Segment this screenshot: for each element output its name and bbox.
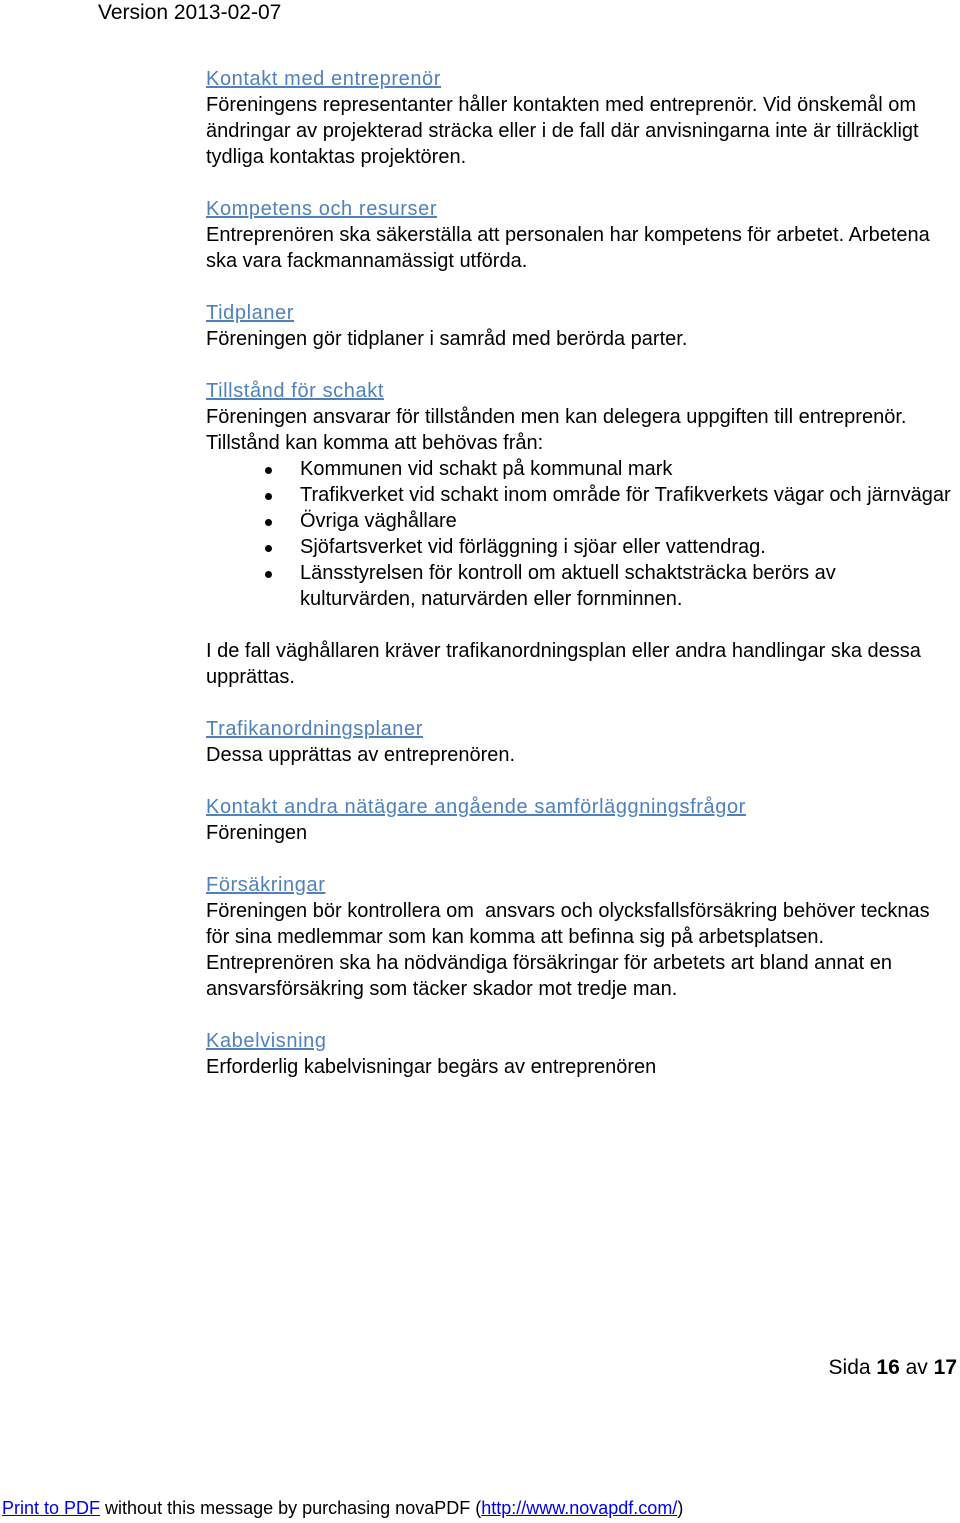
heading-natagare: Kontakt andra nätägare angående samförläggningsfrågor bbox=[206, 796, 746, 818]
section-kompetens bbox=[206, 196, 954, 274]
heading-tillstand: Tillstånd för schakt bbox=[206, 380, 384, 402]
section-tillstand bbox=[206, 378, 954, 612]
text-natagare: Föreningen bbox=[206, 822, 308, 844]
text-forsakringar-2: Entreprenören ska ha nödvändiga försäkringar för arbetets art bland annat en ansvarsförsäkring som täcker skador mot tredje man. bbox=[206, 952, 892, 1000]
list-item: Kommunen vid schakt på kommunal mark bbox=[206, 456, 954, 482]
list-item: Övriga väghållare bbox=[206, 508, 954, 534]
bullet-icon bbox=[265, 467, 272, 474]
list-tillstand bbox=[206, 456, 954, 612]
list-item: Sjöfartsverket vid förläggning i sjöar eller vattendrag. bbox=[206, 534, 954, 560]
text-forsakringar-1: Föreningen bör kontrollera om ansvars och olycksfallsförsäkring behöver tecknas för sina medlemmar som kan komma att befinna sig på arbetsplatsen. bbox=[206, 900, 936, 948]
heading-kontakt: Kontakt med entreprenör bbox=[206, 68, 442, 90]
document-body bbox=[206, 66, 954, 1080]
print-to-pdf-link[interactable]: Print to PDF bbox=[2, 1498, 101, 1518]
section-forsakringar bbox=[206, 872, 954, 1002]
text-kabel: Erforderlig kabelvisningar begärs av entreprenören bbox=[206, 1056, 657, 1078]
document-version: Version 2013-02-07 bbox=[98, 1, 282, 24]
heading-trafik: Trafikanordningsplaner bbox=[206, 718, 424, 740]
text-kompetens: Entreprenören ska säkerställa att personalen har kompetens för arbetet. Arbetena ska vara fackmannamässigt utförda. bbox=[206, 224, 930, 272]
section-kontakt bbox=[206, 66, 954, 170]
heading-tidplaner: Tidplaner bbox=[206, 302, 295, 324]
bullet-icon bbox=[265, 545, 272, 552]
section-trafik bbox=[206, 716, 954, 768]
section-natagare bbox=[206, 794, 954, 846]
text-trafik: Dessa upprättas av entreprenören. bbox=[206, 744, 516, 766]
heading-kompetens: Kompetens och resurser bbox=[206, 198, 438, 220]
section-tidplaner bbox=[206, 300, 954, 352]
text-tillstand: Föreningen ansvarar för tillstånden men kan delegera uppgiften till entreprenör. bbox=[206, 406, 907, 428]
page-current: 16 bbox=[876, 1356, 900, 1379]
list-item: Trafikverket vid schakt inom område för Trafikverkets vägar och järnvägar bbox=[206, 482, 954, 508]
section-tillstand-note bbox=[206, 638, 954, 690]
list-item: Länsstyrelsen för kontroll om aktuell schaktsträcka berörs av kulturvärden, naturvärden eller fornminnen. bbox=[206, 560, 954, 612]
page-total: 17 bbox=[933, 1356, 957, 1379]
footer-watermark: Print to PDF without this message by purchasing novaPDF (http://www.novapdf.com/) bbox=[2, 1498, 684, 1518]
text-tillstand-note: I de fall väghållaren kräver trafikanordningsplan eller andra handlingar ska dessa upprättas. bbox=[206, 640, 921, 688]
text-tillstand-intro: Tillstånd kan komma att behövas från: bbox=[206, 432, 544, 454]
bullet-icon bbox=[265, 571, 272, 578]
heading-kabel: Kabelvisning bbox=[206, 1030, 327, 1052]
novapdf-link[interactable]: http://www.novapdf.com/ bbox=[481, 1498, 678, 1518]
heading-forsakringar: Försäkringar bbox=[206, 874, 326, 896]
text-tidplaner: Föreningen gör tidplaner i samråd med berörda parter. bbox=[206, 328, 688, 350]
bullet-icon bbox=[265, 519, 272, 526]
section-kabel bbox=[206, 1028, 954, 1080]
text-kontakt: Föreningens representanter håller kontakten med entreprenör. Vid önskemål om ändringar av projekterad sträcka eller i de fall där anvisningarna inte är tillräckligt tydliga kontaktas projektören. bbox=[206, 94, 919, 168]
page-number: Sida 16 av 17 bbox=[828, 1356, 957, 1379]
bullet-icon bbox=[265, 493, 272, 500]
